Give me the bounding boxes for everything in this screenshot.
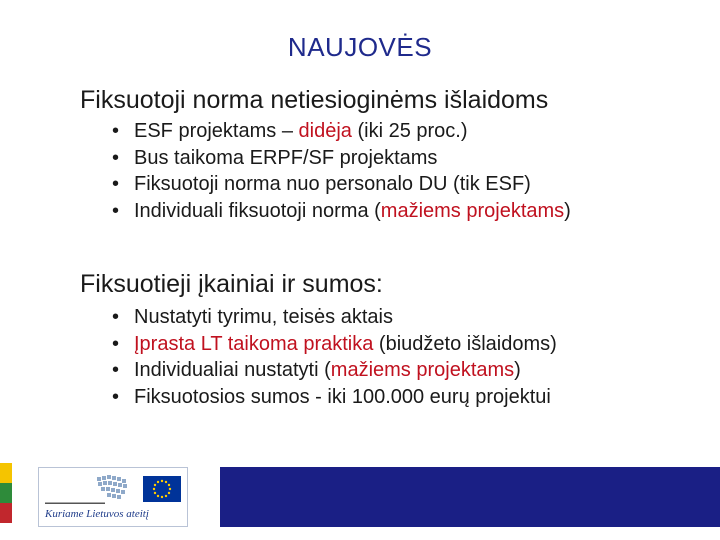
section-heading-flat-rate: Fiksuotoji norma netiesioginėms išlaidoms [80, 86, 549, 114]
list-item: • Įprasta LT taikoma praktika (biudžeto išlaidoms) [112, 331, 557, 358]
list-item: • ESF projektams – didėja (iki 25 proc.) [112, 118, 571, 145]
list-item: • Fiksuotosios sumos - iki 100.000 eurų projektui [112, 384, 557, 411]
bullet-list-flat-rate [112, 118, 571, 224]
logo-small-text: ▬▬▬▬▬▬▬▬▬▬▬▬ [45, 500, 105, 506]
bullet-list-unit-costs [112, 304, 557, 410]
stripe-yellow [0, 463, 12, 483]
stripe-red [0, 503, 12, 523]
slide-title: NAUJOVĖS [287, 32, 433, 62]
list-item: • Individuali fiksuotoji norma (mažiems projektams) [112, 198, 571, 225]
flag-stripes [0, 463, 12, 523]
list-item: • Fiksuotoji norma nuo personalo DU (tik ESF) [112, 171, 571, 198]
list-item: • Individualiai nustatyti (mažiems projektams) [112, 357, 557, 384]
list-item: • Bus taikoma ERPF/SF projektams [112, 145, 571, 172]
eu-flag-icon [143, 476, 181, 502]
lithuania-map-icon [95, 473, 133, 503]
stripe-green [0, 483, 12, 503]
list-item: • Nustatyti tyrimu, teisės aktais [112, 304, 557, 331]
logo-slogan: Kuriame Lietuvos ateitį [45, 508, 149, 520]
footer-blue-bar [220, 467, 720, 527]
eu-funds-logo [38, 467, 188, 527]
section-heading-unit-costs: Fiksuotieji įkainiai ir sumos: [80, 270, 383, 298]
